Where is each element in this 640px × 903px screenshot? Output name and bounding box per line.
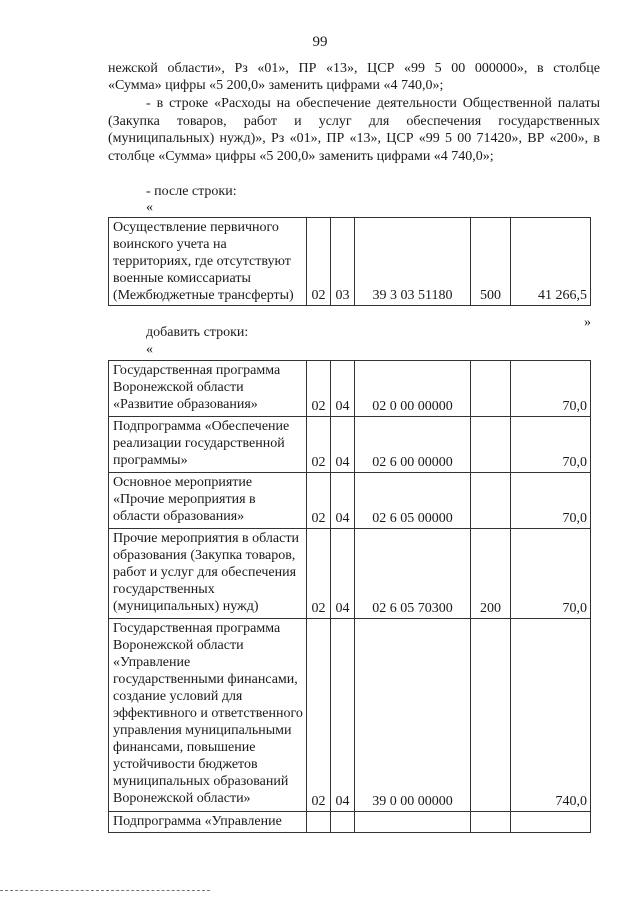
cell-pr: 04	[331, 529, 355, 619]
cell-sum: 740,0	[511, 619, 591, 812]
add-rows-label: добавить строки:	[146, 325, 249, 340]
cell-csr	[355, 812, 471, 833]
quote-close: »	[584, 315, 591, 330]
cell-sum: 70,0	[511, 529, 591, 619]
table-row	[109, 812, 591, 833]
intro-paragraph-2: - в строке «Расходы на обеспечение деятельности Общественной палаты (Закупка товаров, работ и услуг для обеспечения государственных (муниципальных) нужд)», Рз «01», ПР «13», ЦСР «99 5 00 71420», ВР «200», в столбце «Сумма» цифры «5 200,0» заменить цифрами «4 740,0»;	[108, 96, 600, 164]
cell-rz: 02	[307, 619, 331, 812]
table-row	[109, 417, 591, 473]
cell-pr: 04	[331, 473, 355, 529]
cell-rz: 02	[307, 529, 331, 619]
table-original-row	[108, 217, 591, 306]
quote-open-2: «	[146, 342, 153, 357]
cell-name: Государственная программа Воронежской области «Развитие образования»	[109, 361, 307, 417]
cell-sum	[511, 812, 591, 833]
after-row-label: - после строки:	[146, 184, 237, 199]
intro-line-2: «Сумма» цифры «5 200,0» заменить цифрами «4 740,0»;	[108, 78, 444, 93]
cell-name: Основное мероприятие «Прочие мероприятия в области образования»	[109, 473, 307, 529]
cell-sum: 70,0	[511, 473, 591, 529]
page-number: 99	[312, 34, 328, 50]
cell-csr: 02 6 05 00000	[355, 473, 471, 529]
cell-vr	[471, 361, 511, 417]
cell-name: Осуществление первичного воинского учета на территориях, где отсутствуют военные комиссариаты (Межбюджетные трансферты)	[109, 218, 307, 306]
cell-rz: 02	[307, 473, 331, 529]
cell-pr: 04	[331, 361, 355, 417]
cell-pr	[331, 812, 355, 833]
table-row	[109, 473, 591, 529]
table-added-rows	[108, 360, 591, 833]
cell-rz: 02	[307, 361, 331, 417]
cell-vr	[471, 473, 511, 529]
cell-sum: 70,0	[511, 417, 591, 473]
cell-name: Государственная программа Воронежской области «Управление государственными финансами, создание условий для эффективного и ответственного управления муниципальными финансами, повышение устойчивости бюджетов муниципальных образований Воронежской области»	[109, 619, 307, 812]
cell-csr: 02 6 00 00000	[355, 417, 471, 473]
cell-csr: 02 0 00 00000	[355, 361, 471, 417]
cell-vr: 200	[471, 529, 511, 619]
cell-csr: 39 3 03 51180	[355, 218, 471, 306]
cell-vr: 500	[471, 218, 511, 306]
table-row	[109, 361, 591, 417]
intro-line-1: нежской области», Рз «01», ПР «13», ЦСР «99 5 00 000000», в столбце	[108, 61, 600, 76]
table-row	[109, 218, 591, 306]
cell-rz	[307, 812, 331, 833]
cell-pr: 04	[331, 619, 355, 812]
cell-sum: 70,0	[511, 361, 591, 417]
cell-name: Подпрограмма «Управление	[109, 812, 307, 833]
cell-csr: 02 6 05 70300	[355, 529, 471, 619]
cell-name: Прочие мероприятия в области образования (Закупка товаров, работ и услуг для обеспечения государственных (муниципальных) нужд)	[109, 529, 307, 619]
cell-pr: 03	[331, 218, 355, 306]
cell-sum: 41 266,5	[511, 218, 591, 306]
cell-rz: 02	[307, 218, 331, 306]
cell-vr	[471, 619, 511, 812]
cell-name: Подпрограмма «Обеспечение реализации государственной программы»	[109, 417, 307, 473]
cell-vr	[471, 812, 511, 833]
quote-open-1: «	[146, 200, 153, 215]
cell-csr: 39 0 00 00000	[355, 619, 471, 812]
table-row	[109, 619, 591, 812]
footer-divider	[0, 890, 210, 891]
table-row	[109, 529, 591, 619]
cell-pr: 04	[331, 417, 355, 473]
cell-rz: 02	[307, 417, 331, 473]
cell-vr	[471, 417, 511, 473]
